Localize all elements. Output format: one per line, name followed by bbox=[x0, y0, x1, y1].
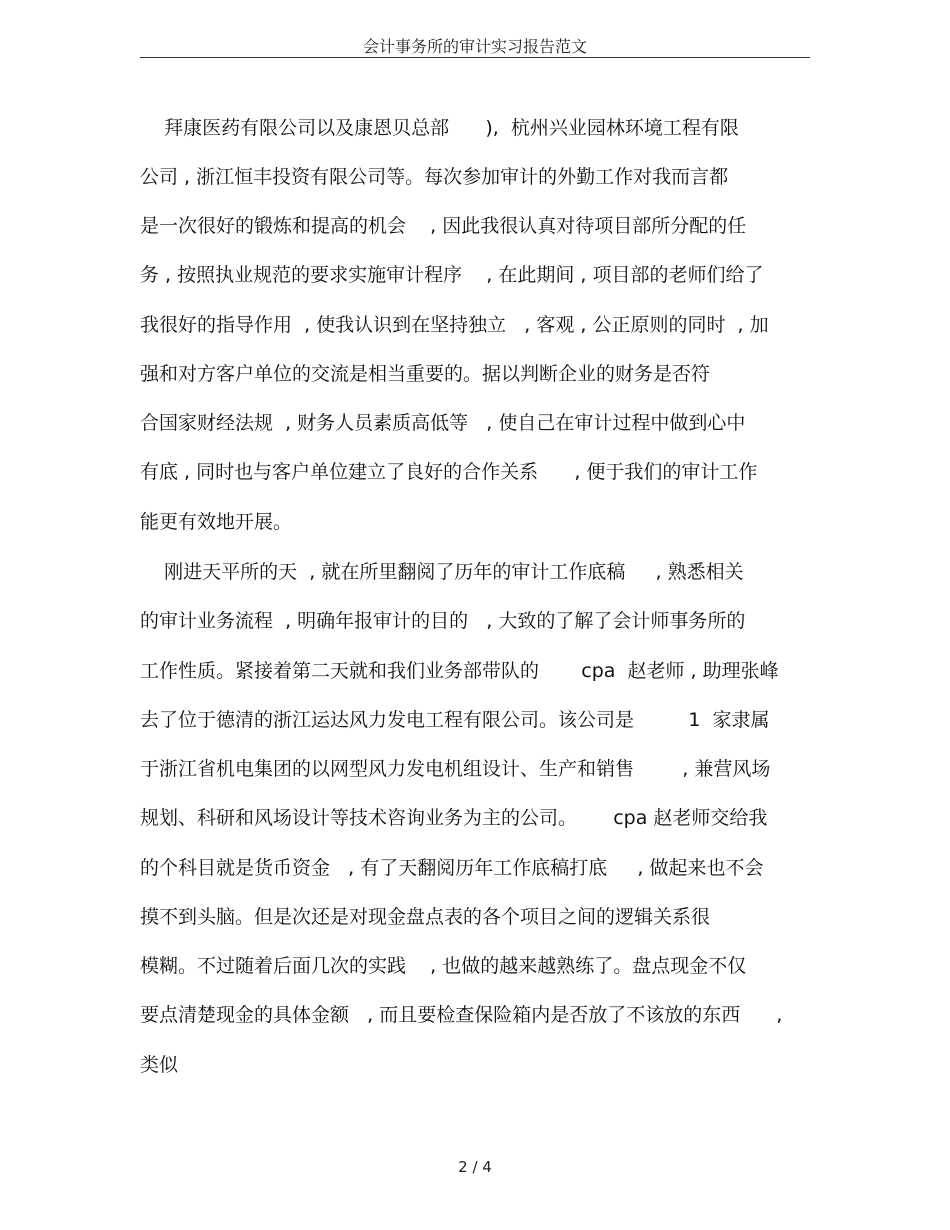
body-line: 有底 , 同时也与客户单位建立了良好的合作关系 , 便于我们的审计工作 bbox=[140, 461, 758, 483]
body-line: 合国家财经法规 , 财务人员素质高低等 , 使自己在审计过程中做到心中 bbox=[140, 412, 746, 434]
body-line: 要点清楚现金的具体金额 , 而且要检查保险箱内是否放了不该放的东西 , bbox=[140, 1004, 783, 1026]
body-line: 我很好的指导作用 , 使我认识到在坚持独立 , 客观 , 公正原则的同时 , 加 bbox=[140, 314, 769, 336]
body-line: 务 , 按照执业规范的要求实施审计程序 , 在此期间 , 项目部的老师们给了 bbox=[140, 264, 764, 286]
header-rule bbox=[140, 57, 810, 58]
body-line: 摸不到头脑。但是次还是对现金盘点表的各个项目之间的逻辑关系很 bbox=[140, 906, 711, 928]
body-line: 类似 bbox=[140, 1054, 179, 1076]
body-line: 是一次很好的锻炼和提高的机会 , 因此我很认真对待项目部所分配的任 bbox=[140, 215, 747, 237]
body-line: 拜康医药有限公司以及康恩贝总部 ), 杭州兴业园林环境工程有限 bbox=[140, 117, 739, 139]
body-line: 工作性质。紧接着第二天就和我们业务部带队的 cpa 赵老师 , 助理张峰 bbox=[140, 660, 779, 682]
body-line: 公司 , 浙江恒丰投资有限公司等。每次参加审计的外勤工作对我而言都 bbox=[140, 166, 729, 188]
body-line: 于浙江省机电集团的以网型风力发电机组设计、生产和销售 , 兼营风场 bbox=[140, 758, 771, 780]
body-line: 的个科目就是货币资金 , 有了天翻阅历年工作底稿打底 , 做起来也不会 bbox=[140, 857, 764, 879]
body-line: 刚进天平所的天 , 就在所里翻阅了历年的审计工作底稿 , 熟悉相关 bbox=[140, 561, 744, 583]
body-line: 规划、科研和风场设计等技术咨询业务为主的公司。 cpa 赵老师交给我 bbox=[140, 807, 768, 829]
body-line: 强和对方客户单位的交流是相当重要的。据以判断企业的财务是否符 bbox=[140, 363, 711, 385]
page-number: 2 / 4 bbox=[458, 1158, 492, 1176]
body-line: 的审计业务流程 , 明确年报审计的目的 , 大致的了解了会计师事务所的 bbox=[140, 610, 746, 632]
body-line: 去了位于德清的浙江运达风力发电工程有限公司。该公司是 1 家隶属 bbox=[140, 709, 770, 731]
page-header: 会计事务所的审计实习报告范文 bbox=[362, 37, 587, 56]
body-line: 能更有效地开展。 bbox=[140, 511, 293, 533]
body-line: 模糊。不过随着后面几次的实践 , 也做的越来越熟练了。盘点现金不仅 bbox=[140, 955, 747, 977]
